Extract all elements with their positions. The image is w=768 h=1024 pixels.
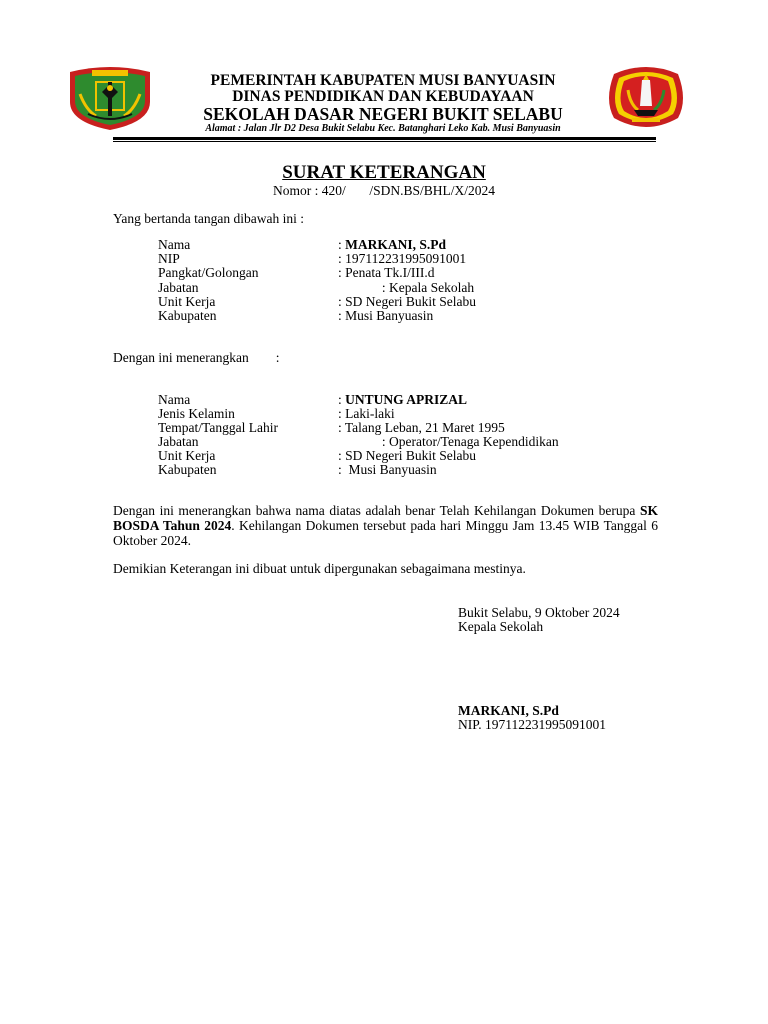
signature-position: Kepala Sekolah [458,619,544,634]
subject-value: : SD Negeri Bukit Selabu [338,448,476,463]
signatory-value: : MARKANI, S.Pd [338,237,447,252]
letterhead-school: SEKOLAH DASAR NEGERI BUKIT SELABU [203,104,563,124]
document-title: SURAT KETERANGAN [282,162,486,183]
subject-label: Jabatan [158,434,199,449]
signatory-label: Nama [158,237,191,252]
signature-name: MARKANI, S.Pd [458,703,559,718]
signature-place-date: Bukit Selabu, 9 Oktober 2024 [458,605,620,620]
letterhead-rule-thick [113,137,656,140]
subject-label: Unit Kerja [158,448,216,463]
subject-label: Nama [158,392,191,407]
signature-nip: NIP. 197112231995091001 [458,717,607,732]
signatory-label: Pangkat/Golongan [158,265,259,280]
letterhead-address: Alamat : Jalan Jlr D2 Desa Bukit Selabu Kec. Batanghari Leko Kab. Musi Banyuasin [205,123,561,134]
signatory-label: Kabupaten [158,308,217,323]
subject-value: : Laki-laki [338,406,395,421]
subject-label: Jenis Kelamin [158,406,235,421]
signatory-name: MARKANI, S.Pd [345,237,447,252]
signatory-label: NIP [158,251,180,266]
document-number: Nomor : 420/ /SDN.BS/BHL/X/2024 [272,183,496,198]
subject-label: Tempat/Tanggal Lahir [158,420,278,435]
subject-value: : UNTUNG APRIZAL [338,392,468,407]
declaration-lead: Dengan ini menerangkan : [113,350,280,365]
letterhead-department: DINAS PENDIDIKAN DAN KEBUDAYAAN [232,88,534,105]
signatory-label: Unit Kerja [158,294,216,309]
subject-name: UNTUNG APRIZAL [345,392,468,407]
signatory-value: : SD Negeri Bukit Selabu [338,294,476,309]
closing-paragraph: Demikian Keterangan ini dibuat untuk dipergunakan sebagaimana mestinya. [113,561,526,576]
signatory-label: Jabatan [158,280,199,295]
letterhead-rule-thin [113,141,656,142]
signatory-value: : Musi Banyuasin [338,308,434,323]
subject-value: : Talang Leban, 21 Maret 1995 [338,420,505,435]
letterhead-government: PEMERINTAH KABUPATEN MUSI BANYUASIN [210,72,556,89]
subject-value: : Operator/Tenaga Kependidikan [338,434,559,449]
signatory-value: : Kepala Sekolah [338,280,475,295]
document-lost-name: SK BOSDA Tahun 2024 [113,503,658,533]
intro-text: Yang bertanda tangan dibawah ini : [113,211,304,226]
signatory-value: : 197112231995091001 [338,251,467,266]
subject-value: : Musi Banyuasin [338,462,437,477]
subject-label: Kabupaten [158,462,217,477]
regency-logo-right [604,64,688,134]
signatory-value: : Penata Tk.I/III.d [338,265,435,280]
body-paragraph: Dengan ini menerangkan bahwa nama diatas adalah benar Telah Kehilangan Dokumen berupa SK BOSDA Tahun 2024. Kehilangan Dokumen tersebut pada hari Minggu Jam 13.45 WIB Tanggal 6 Oktober 2024. [113,503,659,548]
regency-logo-left [66,64,154,132]
